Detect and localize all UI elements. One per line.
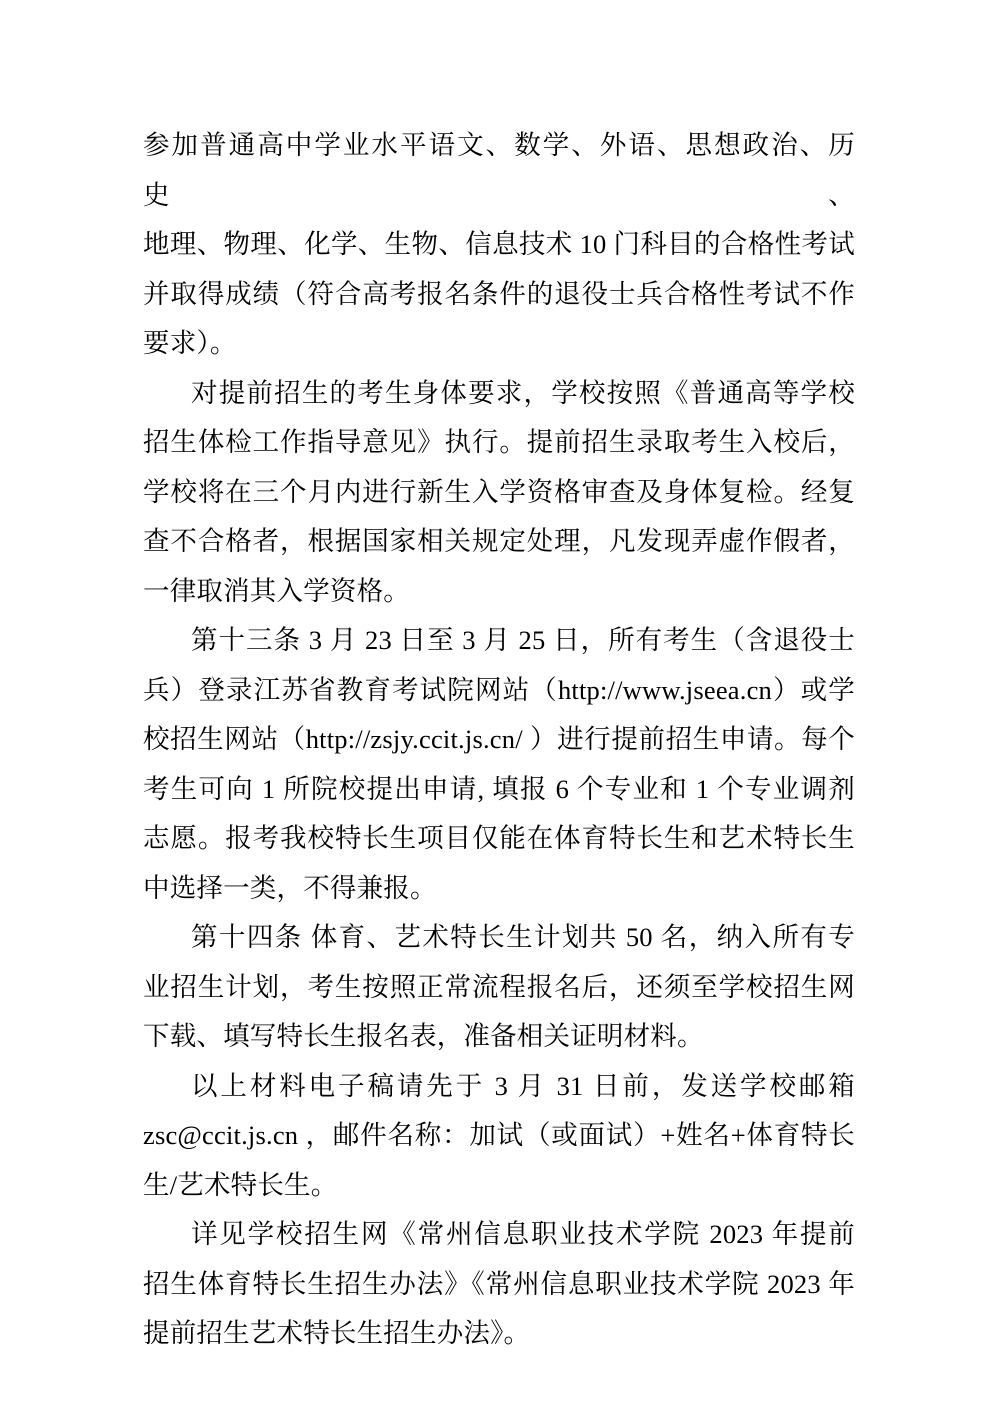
text-line: 一律取消其入学资格。 [143,575,410,606]
text-line: 考生可向 1 所院校提出申请, 填报 6 个专业和 1 个专业调剂 [143,773,855,804]
text-line: zsc@ccit.js.cn ，邮件名称：加试（或面试）+姓名+体育特长 [143,1120,855,1150]
paragraph-article-13 [143,616,855,913]
text-line: 参加普通高中学业水平语文、数学、外语、思想政治、历史、 [143,130,855,210]
text-line: 学校将在三个月内进行新生入学资格审查及身体复检。经复 [143,476,855,507]
paragraph [143,369,855,617]
paragraph [143,121,855,369]
document-text-block [143,121,855,1359]
text-line: 提前招生艺术特长生招生办法》。 [143,1318,531,1348]
text-line: 查不合格者，根据国家相关规定处理，凡发现弄虚作假者， [143,526,855,556]
text-line: 对提前招生的考生身体要求，学校按照《普通高等学校 [191,377,855,408]
text-line: 以上材料电子稿请先于 3 月 31 日前，发送学校邮箱 [191,1070,855,1101]
paragraph-reference [143,1210,855,1359]
paragraph-article-14 [143,913,855,1062]
text-line: 校招生网站（http://zsjy.ccit.js.cn/ ）进行提前招生申请。每个 [143,724,855,754]
text-line: 要求）。 [143,328,237,358]
text-line: 第十四条 体育、艺术特长生计划共 50 名，纳入所有专 [191,922,855,952]
text-line: 下载、填写特长生报名表，准备相关证明材料。 [143,1021,704,1051]
text-line: 招生体育特长生招生办法》《常州信息职业技术学院 2023 年 [143,1268,855,1299]
text-line: 招生体检工作指导意见》执行。提前招生录取考生入校后， [143,427,855,457]
text-line: 生/艺术特长生。 [143,1169,338,1200]
text-line: 兵）登录江苏省教育考试院网站（http://www.jseea.cn）或学 [143,674,855,705]
text-line: 地理、物理、化学、生物、信息技术 10 门科目的合格性考试 [143,229,855,259]
text-line: 志愿。报考我校特长生项目仅能在体育特长生和艺术特长生 [143,823,855,853]
text-line: 中选择一类，不得兼报。 [143,872,437,903]
text-line: 第十三条 3 月 23 日至 3 月 25 日，所有考生（含退役士 [191,625,855,655]
text-line: 并取得成绩（符合高考报名条件的退役士兵合格性考试不作 [143,278,855,309]
paragraph-email [143,1062,855,1211]
text-line: 详见学校招生网《常州信息职业技术学院 2023 年提前 [191,1219,855,1249]
text-line: 业招生计划，考生按照正常流程报名后，还须至学校招生网 [143,971,855,1002]
